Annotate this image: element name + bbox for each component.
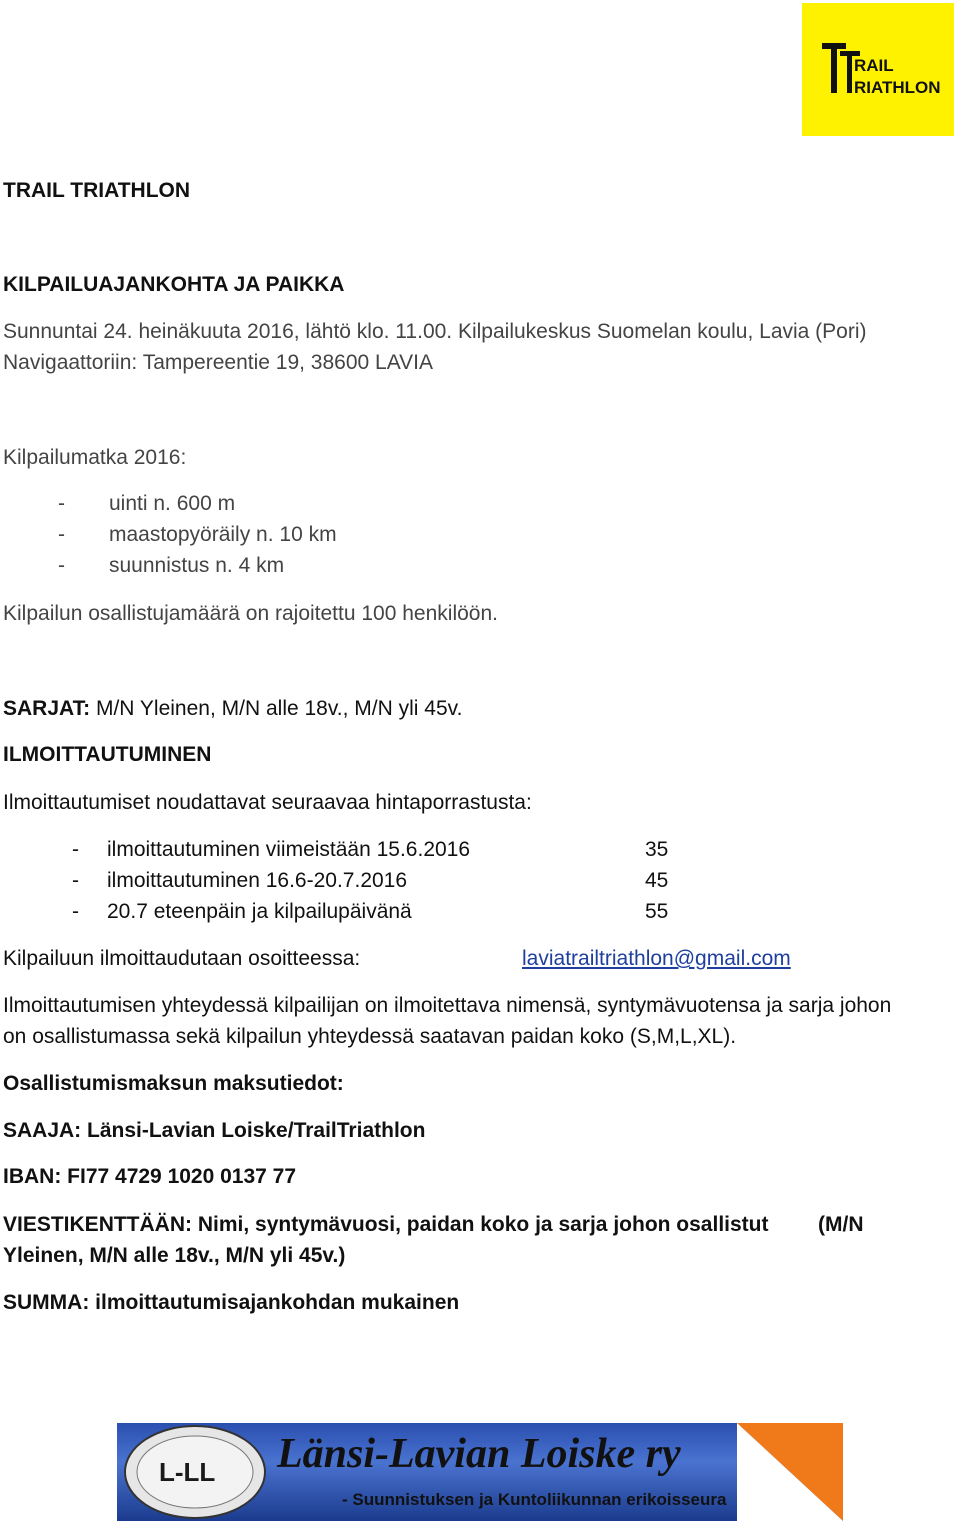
payment-recipient: SAAJA: Länsi-Lavian Loiske/TrailTriathlon [3, 1119, 426, 1142]
price-label: ilmoittautuminen viimeistään 15.6.2016 [107, 838, 471, 861]
price-value: 55 [645, 900, 669, 923]
distance-item: maastopyöräily n. 10 km [109, 523, 337, 546]
section-time-place-heading: KILPAILUAJANKOHTA JA PAIKKA [3, 273, 345, 296]
distance-item: suunnistus n. 4 km [109, 554, 285, 577]
info-line-2: on osallistumassa sekä kilpailun yhteydessä saatavan paidan koko (S,M,L,XL). [3, 1025, 737, 1048]
banner-subtitle: - Suunnistuksen ja Kuntoliikunnan erikoisseura [342, 1490, 727, 1509]
payment-message-line-1: VIESTIKENTTÄÄN: Nimi, syntymävuosi, paidan koko ja sarja johon osallistut [3, 1213, 769, 1236]
email-label: Kilpailuun ilmoittaudutaan osoitteessa: [3, 947, 361, 970]
price-value: 35 [645, 838, 669, 861]
email-link[interactable]: laviatrailtriathlon@gmail.com [522, 947, 791, 970]
banner-title: Länsi-Lavian Loiske ry [277, 1431, 681, 1477]
price-value: 45 [645, 869, 669, 892]
payment-heading: Osallistumismaksun maksutiedot: [3, 1072, 344, 1095]
info-line-1: Ilmoittautumisen yhteydessä kilpailijan on ilmoitettava nimensä, syntymävuotensa ja sarja johon [3, 994, 892, 1017]
distance-dash: - [58, 554, 65, 577]
distance-dash: - [58, 523, 65, 546]
club-banner [117, 1423, 843, 1521]
series-line [3, 698, 462, 719]
trail-triathlon-logo [802, 3, 954, 136]
price-dash: - [72, 869, 79, 892]
series-value: M/N Yleinen, M/N alle 18v., M/N yli 45v. [95, 697, 463, 720]
payment-sum: SUMMA: ilmoittautumisajankohdan mukainen [3, 1291, 460, 1314]
registration-intro: Ilmoittautumiset noudattavat seuraavaa hintaporrastusta: [3, 791, 532, 814]
price-label: 20.7 eteenpäin ja kilpailupäivänä [107, 900, 412, 923]
distance-item: uinti n. 600 m [109, 492, 236, 515]
price-label: ilmoittautuminen 16.6-20.7.2016 [107, 869, 408, 892]
price-dash: - [72, 900, 79, 923]
navigation-line: Navigaattoriin: Tampereentie 19, 38600 LAVIA [3, 351, 433, 374]
participant-limit: Kilpailun osallistujamäärä on rajoitettu 100 henkilöön. [3, 602, 498, 625]
document-title: TRAIL TRIATHLON [3, 179, 191, 202]
banner-badge-text: L-LL [159, 1457, 216, 1487]
registration-heading: ILMOITTAUTUMINEN [3, 743, 212, 766]
time-line: Sunnuntai 24. heinäkuuta 2016, lähtö klo. 11.00. Kilpailukeskus Suomelan koulu, Lavia (Pori) [3, 320, 867, 343]
payment-message-line-1-right: (M/N [818, 1213, 864, 1236]
distance-heading: Kilpailumatka 2016: [3, 446, 187, 469]
price-dash: - [72, 838, 79, 861]
distance-dash: - [58, 492, 65, 515]
logo-text-rail: RAIL [854, 56, 894, 75]
logo-text-riathlon: RIATHLON [854, 78, 941, 97]
payment-message-line-2: Yleinen, M/N alle 18v., M/N yli 45v.) [3, 1244, 346, 1267]
payment-iban: IBAN: FI77 4729 1020 0137 77 [3, 1165, 297, 1188]
series-label: SARJAT: [3, 697, 91, 720]
